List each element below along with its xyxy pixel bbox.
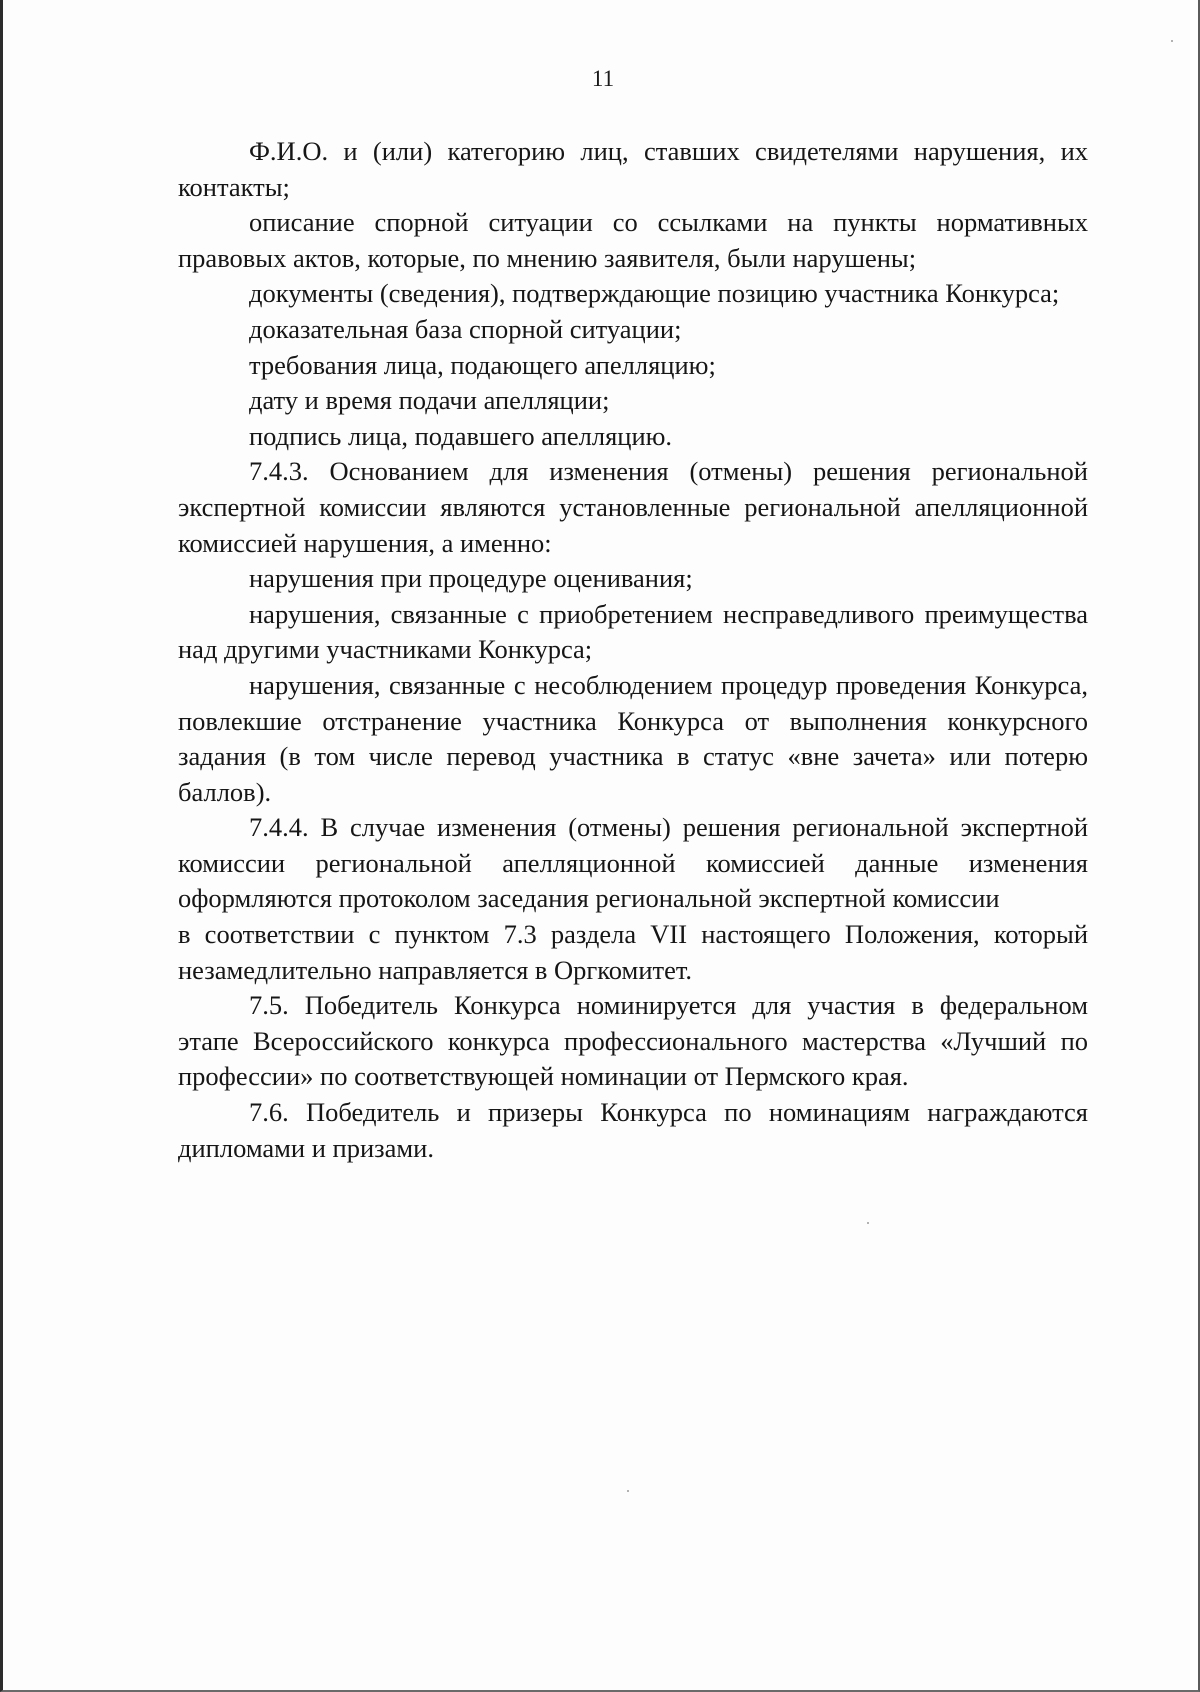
- paragraph-7-5: 7.5. Победитель Конкурса номинируется для участия в федеральном этапе Всероссийского конкурса профессионального мастерства «Лучший по профессии» по соответствующей номинации от Пермского края.: [178, 990, 1088, 1092]
- paragraph-7-4-4: 7.4.4. В случае изменения (отмены) решения региональной экспертной комиссии региональной апелляционной комиссией данные изменения оформляются протоколом заседания региональной экспертной комиссии: [178, 812, 1088, 914]
- paragraph-unfair-advantage: нарушения, связанные с приобретением несправедливого преимущества над другими участниками Конкурса;: [178, 598, 1088, 665]
- page-number: 11: [591, 66, 615, 91]
- document-body: [178, 134, 1088, 1166]
- paragraph-7-4-4-continued: в соответствии с пунктом 7.3 раздела VII настоящего Положения, который незамедлительно направляется в Оргкомитет.: [178, 919, 1088, 985]
- paragraph-assessment-violations: нарушения при процедуре оценивания;: [249, 563, 693, 594]
- scan-speck: [867, 1222, 869, 1224]
- scan-speck: [627, 1490, 629, 1492]
- paragraph-signature: подпись лица, подавшего апелляцию.: [249, 420, 673, 451]
- paragraph-7-4-3: 7.4.3. Основанием для изменения (отмены) решения региональной экспертной комиссии являются установленные региональной апелляционной комиссией нарушения, а именно:: [178, 456, 1088, 558]
- paragraph-supporting-documents: документы (сведения), подтверждающие позицию участника Конкурса;: [249, 278, 1060, 309]
- paragraph-dispute-description: описание спорной ситуации со ссылками на пункты нормативных правовых актов, которые, по мнению заявителя, были нарушены;: [178, 207, 1088, 273]
- paragraph-date-time: дату и время подачи апелляции;: [249, 385, 610, 416]
- scan-speck: [1171, 40, 1173, 42]
- paragraph-evidence-base: доказательная база спорной ситуации;: [249, 313, 682, 344]
- paragraph-7-6: 7.6. Победитель и призеры Конкурса по номинациям награждаются дипломами и призами.: [178, 1097, 1088, 1163]
- paragraph-procedure-violations: нарушения, связанные с несоблюдением процедур проведения Конкурса, повлекшие отстранение участника Конкурса от выполнения конкурсного задания (в том числе перевод участника в статус «вне зачета» или потерю баллов).: [178, 669, 1088, 807]
- paragraph-witnesses: Ф.И.О. и (или) категорию лиц, ставших свидетелями нарушения, их контакты;: [178, 136, 1088, 202]
- paragraph-requirements: требования лица, подающего апелляцию;: [249, 349, 716, 380]
